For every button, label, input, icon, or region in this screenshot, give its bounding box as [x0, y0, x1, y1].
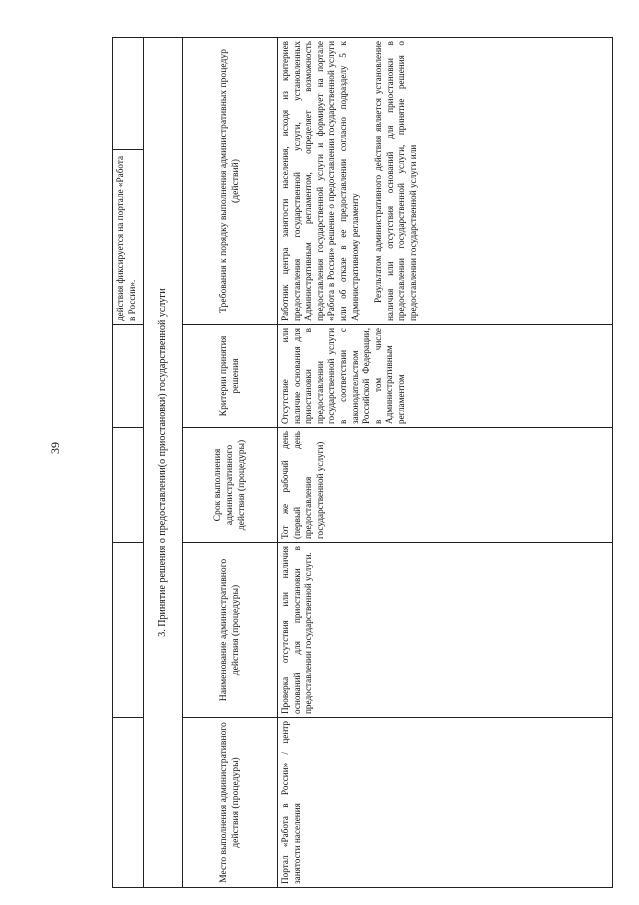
- requirements-paragraph-1: Работник центра занятости населения, исходя из критериев предоставления государственной услуги, установленных Административным регламентом, определяет возможность предоставления государственной услуги и формирует на портале «Работа в России» решение о предоставлении государственной услуги или об отказе в ее предоставлении согласно подразделу 5 к Административному регламенту: [280, 41, 360, 321]
- cell-place: Портал «Работа в России» / центр занятости населения: [278, 718, 613, 888]
- procedure-table: [112, 37, 613, 888]
- previous-row-continuation: [113, 38, 144, 888]
- header-action: Наименование административного действия (процедуры): [183, 543, 278, 718]
- header-place: Место выполнения административного действия (процедуры): [183, 718, 278, 888]
- requirements-paragraph-2: Результатом административного действия является установление наличия или отсутствия оснований для приостановки в предоставлении государственной услуги, принятие решения о предоставлении государственной услуги или: [373, 41, 418, 321]
- header-requirements: Требования к порядку выполнения административных процедур (действий): [183, 38, 278, 325]
- header-term: Срок выполнения административного действия (процедуры): [183, 428, 278, 543]
- previous-row-text: действия фиксируется на портале «Работа в России».: [113, 150, 144, 325]
- page-number: 39: [48, 442, 62, 454]
- cell-requirements: [278, 38, 613, 325]
- document-table-rotated: [112, 38, 605, 888]
- section-title: 3. Принятие решения о предоставлении(о приостановки) государственной услуги: [144, 38, 183, 888]
- header-criteria: Критерии принятия решения: [183, 325, 278, 428]
- cell-term: Тот же рабочий день (первый день предоставления государственной услуги): [278, 428, 613, 543]
- section-row: [144, 38, 183, 888]
- cell-action: Проверка отсутствия или наличия оснований для приостановки в предоставлении государственной услуги.: [278, 543, 613, 718]
- header-row: [183, 38, 278, 888]
- cell-criteria: Отсутствие или наличие основания для приостановки в предоставлении государственной услуги в соответствии с законодательством Российской Федерации, в том числе Административным регламентом: [278, 325, 613, 428]
- table-row: [278, 38, 613, 888]
